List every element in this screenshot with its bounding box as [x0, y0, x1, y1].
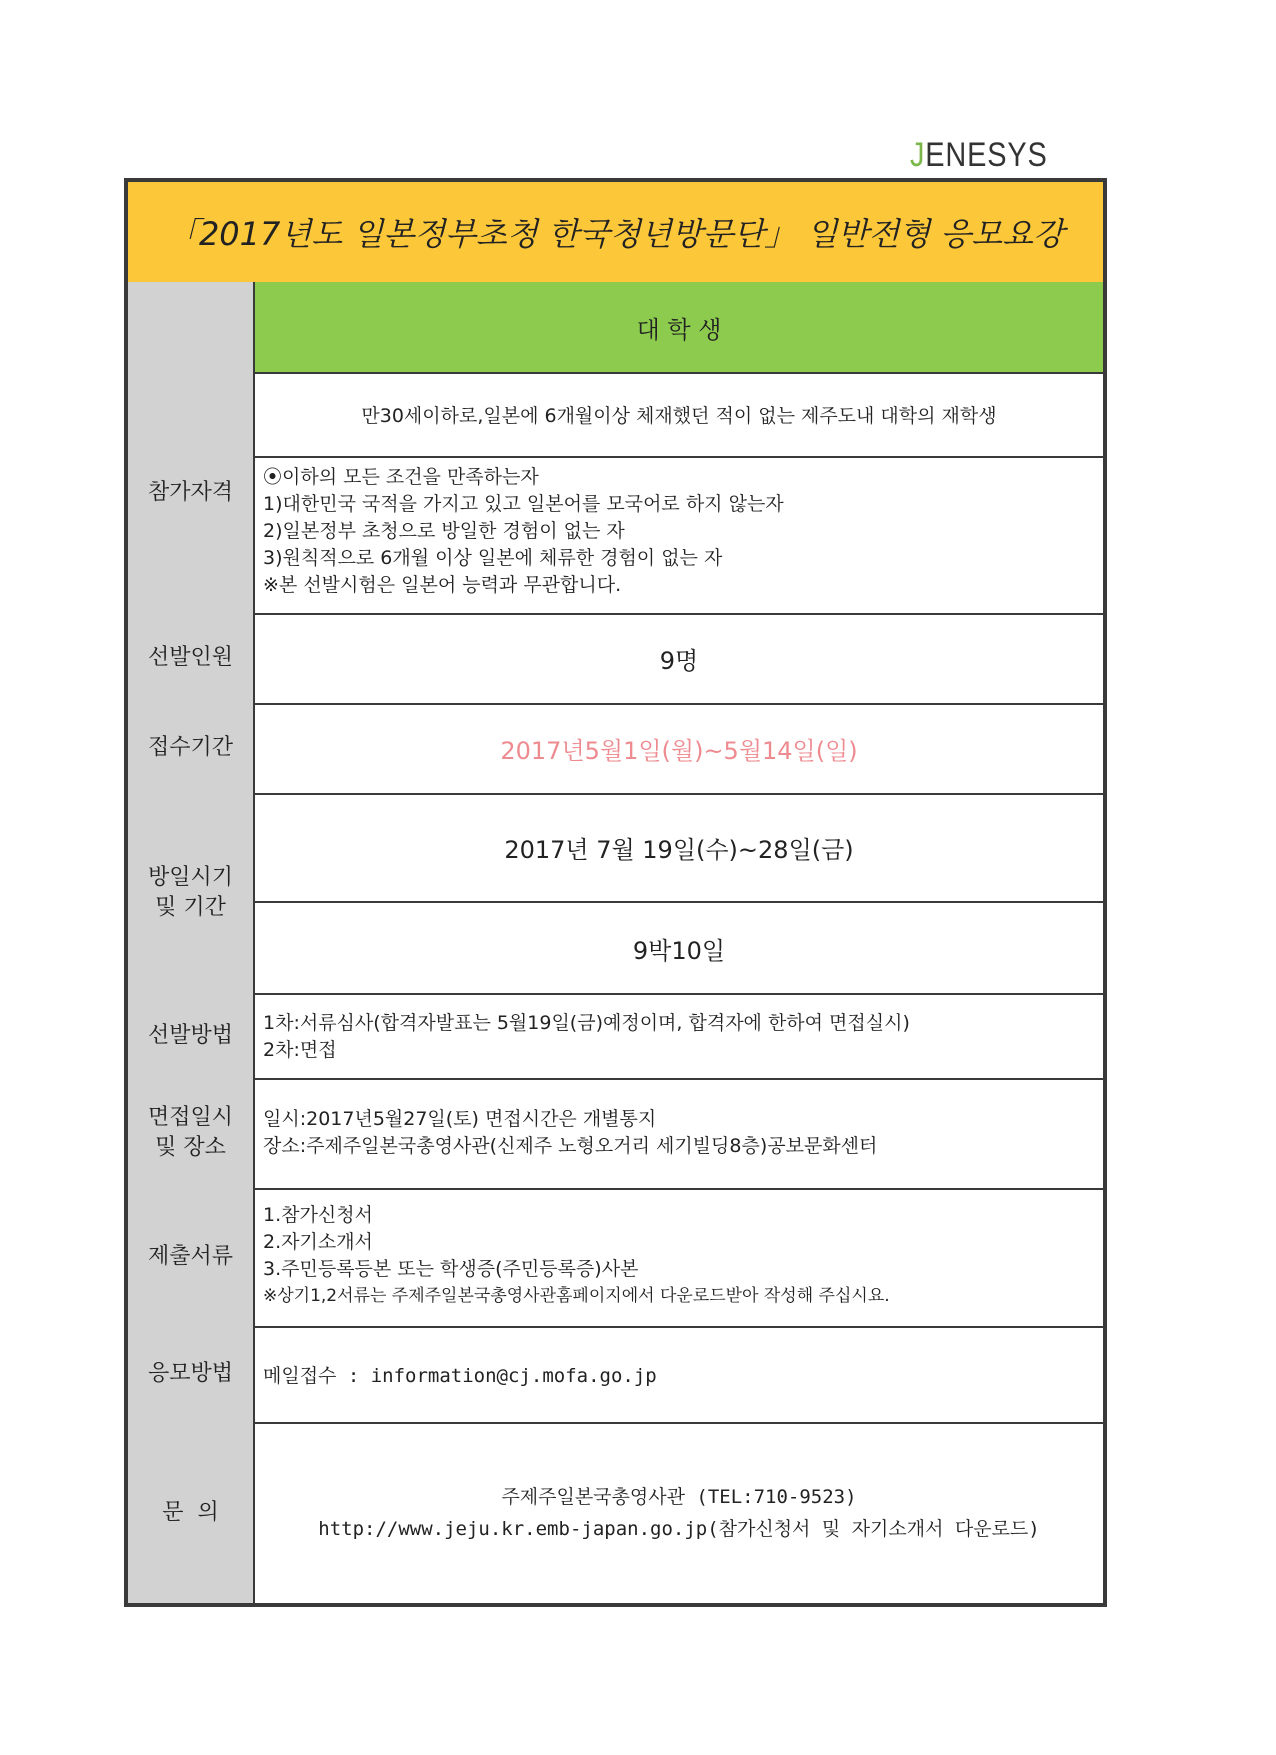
condition-line: ⦿이하의 모든 조건을 만족하는자: [263, 466, 539, 488]
documents-label: 제출서류: [128, 1188, 255, 1326]
period-label: 접수기간: [128, 703, 255, 793]
period-value: 2017년5월1일(월)~5월14일(일): [500, 736, 858, 765]
interview-label-line1: 면접일시: [147, 1105, 233, 1130]
interview-label: [128, 1078, 255, 1188]
document-line: 1.참가신청서: [263, 1204, 373, 1226]
condition-line: 2)일본정부 초청으로 방일한 경험이 없는 자: [263, 520, 625, 542]
documents-row: [128, 1188, 1103, 1328]
info-table: [124, 178, 1107, 1607]
visit-duration: 9박10일: [632, 936, 726, 965]
method-label: 선발방법: [128, 993, 255, 1078]
logo-j: J: [910, 136, 926, 174]
method-line: 2차:면접: [263, 1039, 337, 1061]
interview-label-line2: 및 장소: [155, 1135, 226, 1160]
visit-label-line2: 및 기간: [155, 895, 226, 920]
quota-label: 선발인원: [128, 613, 255, 703]
apply-value: 메일접수 : information@cj.mofa.go.jp: [263, 1364, 657, 1387]
contact-label: 문 의: [128, 1422, 255, 1603]
interview-line: 장소:주제주일본국총영사관(신제주 노형오거리 세기빌딩8층)공보문화센터: [263, 1135, 878, 1157]
jenesys-logo: [910, 136, 1048, 175]
condition-line: 1)대한민국 국적을 가지고 있고 일본어를 모국어로 하지 않는자: [263, 493, 784, 515]
contact-name: 주제주일본국총영사관 (TEL:710-9523): [501, 1485, 857, 1508]
visit-label: [128, 793, 255, 993]
contact-row: [128, 1422, 1103, 1603]
document-line: ※상기1,2서류는 주제주일본국총영사관홈페이지에서 다운로드받아 작성해 주십시요.: [263, 1286, 890, 1306]
eligibility-summary: 만30세이하로,일본에 6개월이상 체재했던 적이 없는 제주도내 대학의 재학생: [255, 372, 1103, 458]
method-line: 1차:서류심사(합격자발표는 5월19일(금)예정이며, 합격자에 한하여 면접실시): [263, 1012, 910, 1034]
category-row: [128, 282, 1103, 374]
condition-line: 3)원칙적으로 6개월 이상 일본에 체류한 경험이 없는 자: [263, 547, 723, 569]
visit-label-line1: 방일시기: [147, 865, 233, 890]
method-row: [128, 993, 1103, 1080]
condition-line: ※본 선발시험은 일본어 능력과 무관합니다.: [263, 574, 622, 596]
eligibility-label: 참가자격: [128, 372, 255, 613]
logo-rest: ENESYS: [925, 136, 1048, 174]
category-label-empty: [128, 282, 255, 372]
document-line: 3.주민등록등본 또는 학생증(주민등록증)사본: [263, 1258, 639, 1280]
quota-value: 9명: [659, 646, 699, 675]
interview-row: [128, 1078, 1103, 1190]
visit-row: [128, 793, 1103, 995]
interview-line: 일시:2017년5월27일(토) 면접시간은 개별통지: [263, 1108, 657, 1130]
visit-dates: 2017년 7월 19일(수)~28일(금): [255, 793, 1103, 903]
quota-row: [128, 613, 1103, 705]
eligibility-conditions: [255, 464, 1103, 599]
apply-label: 응모방법: [128, 1326, 255, 1422]
eligibility-row: [128, 372, 1103, 615]
page-title: 「2017년도 일본정부초청 한국청년방문단」 일반전형 응모요강: [128, 182, 1103, 285]
contact-url: http://www.jeju.kr.emb-japan.go.jp(참가신청서 및 자기소개서 다운로드): [318, 1517, 1040, 1540]
category-header: 대 학 생: [255, 282, 1103, 372]
document-line: 2.자기소개서: [263, 1231, 373, 1253]
apply-row: [128, 1326, 1103, 1424]
period-row: [128, 703, 1103, 795]
